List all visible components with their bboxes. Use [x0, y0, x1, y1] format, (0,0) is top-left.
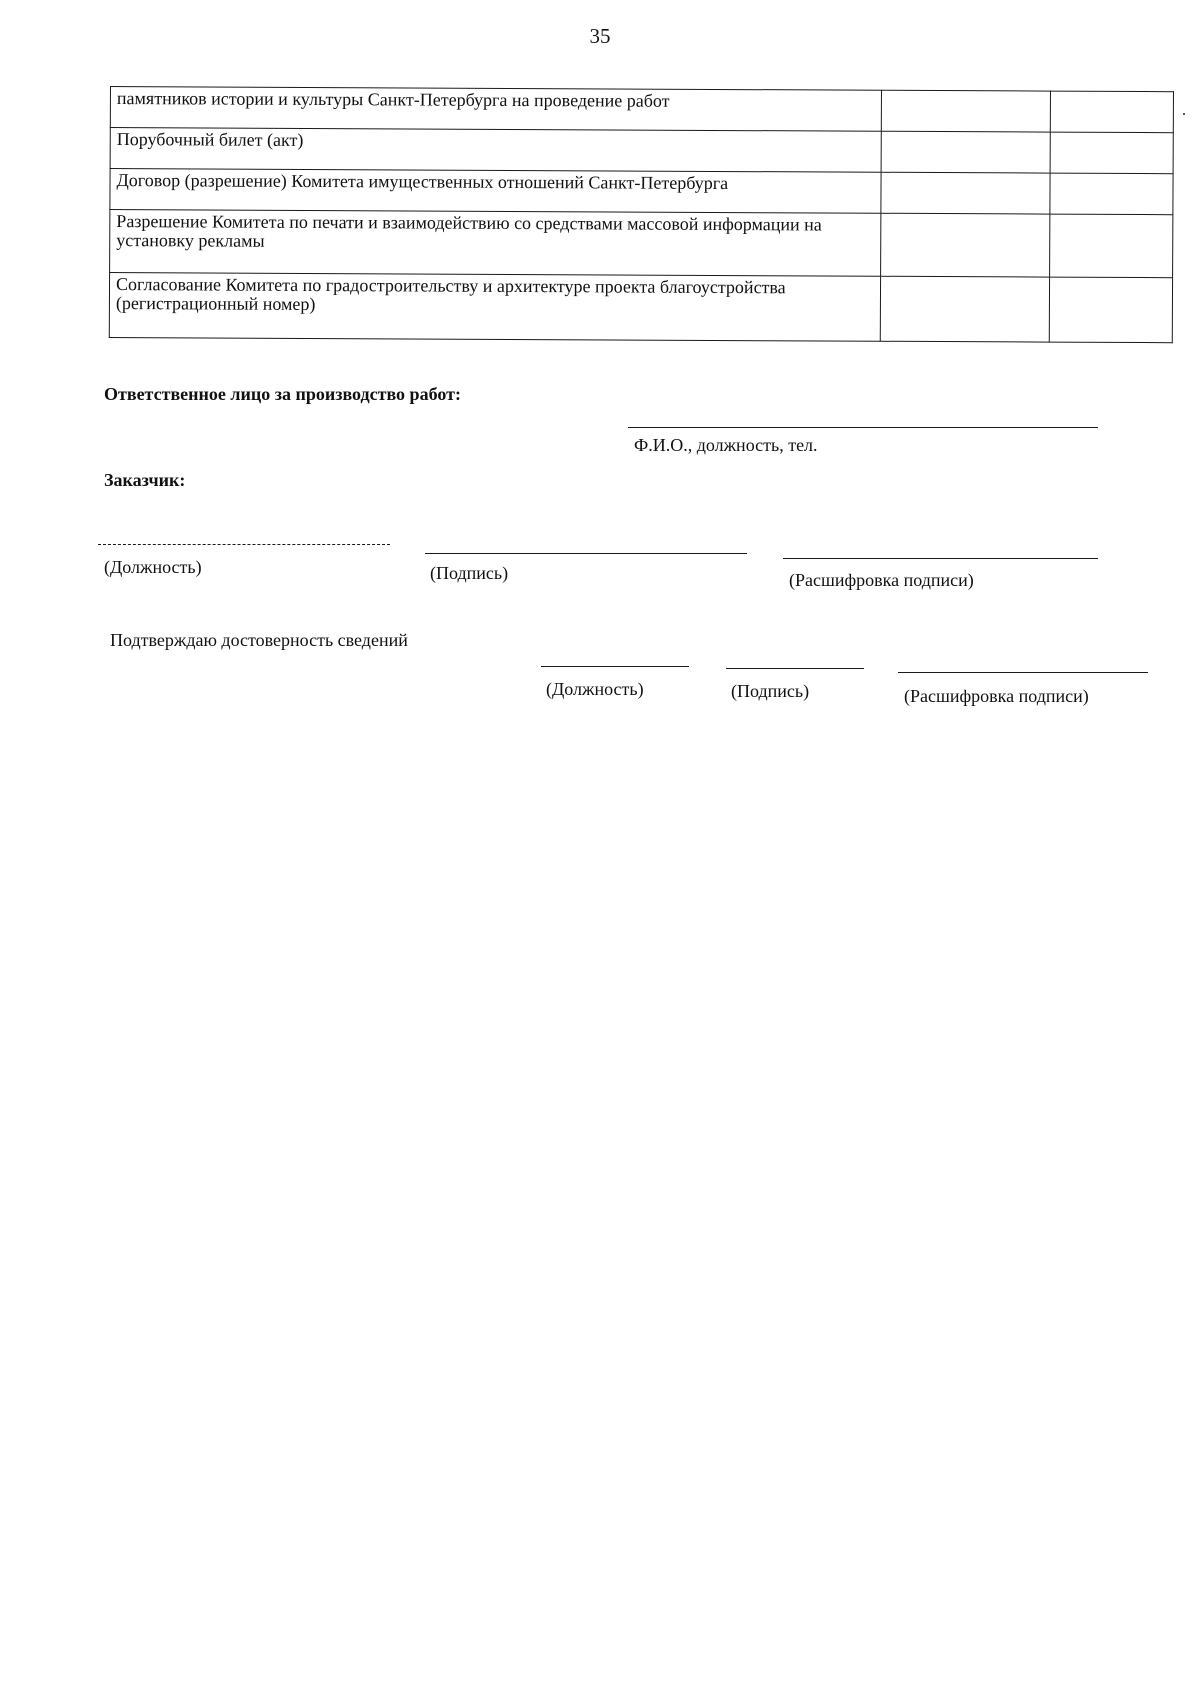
permits-table	[109, 86, 1174, 343]
confirmation-position-caption: (Должность)	[546, 679, 644, 699]
table-cell-document: памятников истории и культуры Санкт-Петербурга на проведение работ	[110, 87, 881, 132]
table-cell-col2	[881, 213, 1050, 277]
table-row	[110, 87, 1173, 133]
customer-signature-caption: (Подпись)	[430, 563, 509, 583]
table-cell-col2	[880, 276, 1049, 342]
table-cell-document: Разрешение Комитета по печати и взаимодействию со средствами массовой информации на установку рекламы	[110, 210, 881, 277]
scan-mark	[1183, 113, 1185, 115]
page-number: 35	[589, 24, 611, 48]
customer-decoding-line	[783, 558, 1098, 559]
table-cell-col3	[1050, 173, 1173, 215]
table-cell-col2	[881, 131, 1050, 173]
customer-decoding-caption: (Расшифровка подписи)	[789, 570, 974, 590]
responsible-caption: Ф.И.О., должность, тел.	[634, 435, 818, 455]
customer-signature-line	[425, 553, 747, 554]
table-cell-document: Согласование Комитета по градостроительству и архитектуре проекта благоустройства (регистрационный номер)	[109, 273, 880, 342]
confirmation-signature-caption: (Подпись)	[731, 681, 810, 701]
table-cell-col3	[1050, 132, 1173, 174]
table-row	[109, 273, 1172, 343]
table-row	[110, 128, 1173, 174]
table-cell-col3	[1049, 277, 1172, 343]
customer-position-line	[98, 544, 390, 545]
table-cell-col3	[1050, 214, 1173, 278]
table-cell-document: Договор (разрешение) Комитета имущественных отношений Санкт-Петербурга	[110, 169, 881, 214]
customer-position-caption: (Должность)	[104, 557, 202, 577]
responsible-heading: Ответственное лицо за производство работ:	[104, 384, 461, 404]
table-cell-document: Порубочный билет (акт)	[110, 128, 881, 173]
table-cell-col3	[1050, 91, 1173, 133]
table-cell-col2	[881, 172, 1050, 214]
table-cell-col2	[881, 90, 1050, 132]
confirmation-decoding-caption: (Расшифровка подписи)	[904, 686, 1089, 706]
responsible-signature-line	[628, 427, 1098, 428]
table-row	[110, 169, 1173, 215]
confirmation-decoding-line	[898, 672, 1148, 673]
customer-heading: Заказчик:	[104, 470, 186, 490]
confirmation-position-line	[541, 666, 689, 667]
confirmation-signature-line	[726, 668, 864, 669]
table-row	[110, 210, 1173, 278]
confirmation-text: Подтверждаю достоверность сведений	[110, 630, 408, 650]
